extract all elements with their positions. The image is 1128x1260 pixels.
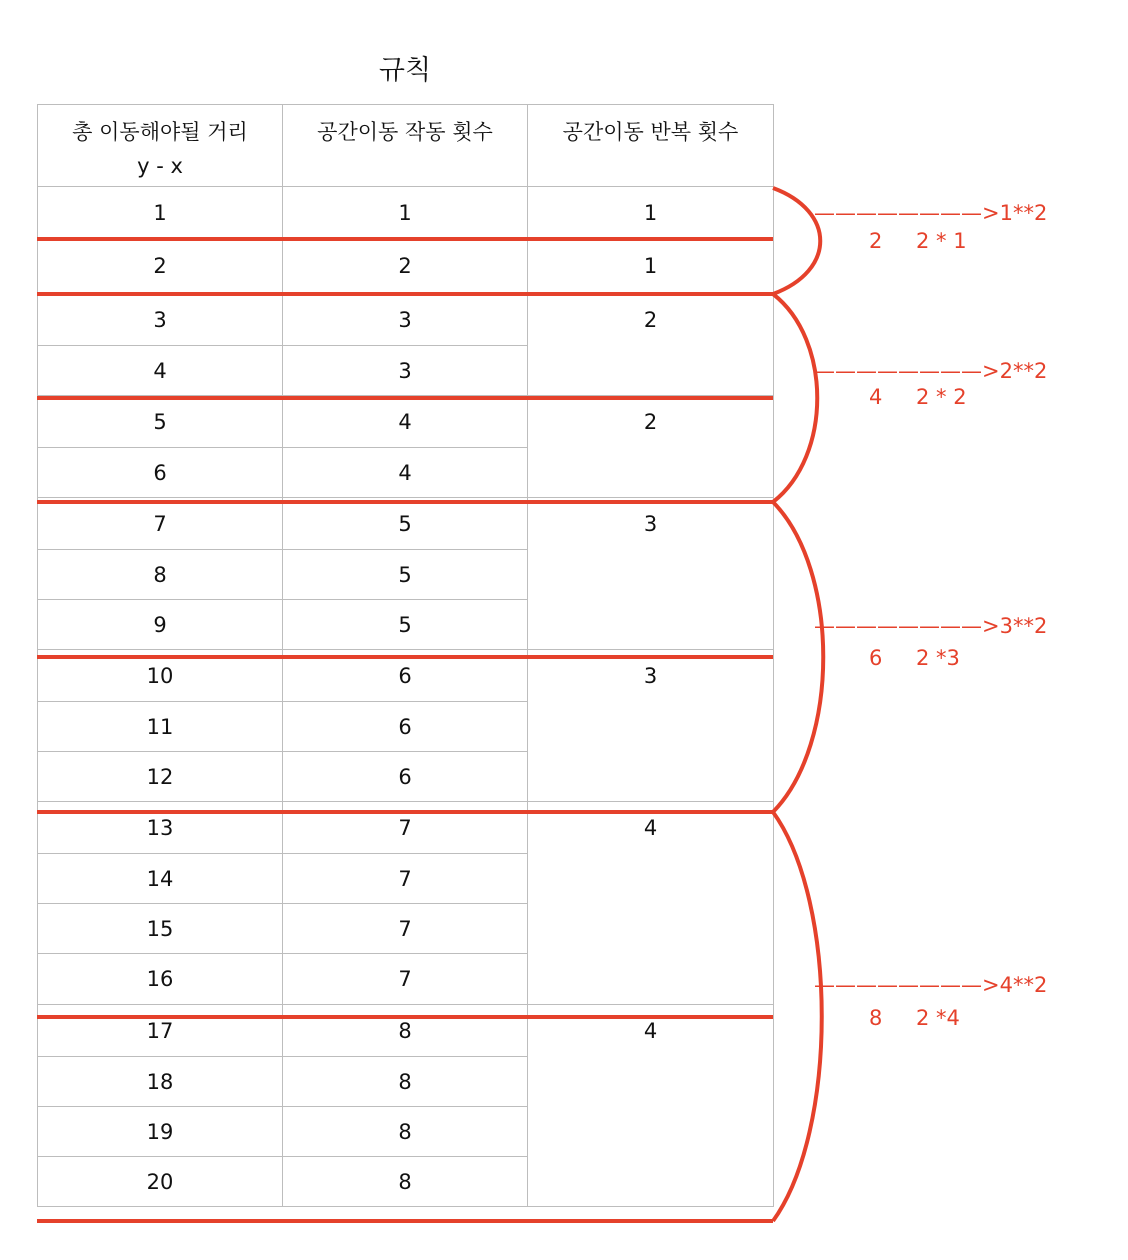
moves-cell: 7 bbox=[283, 854, 528, 904]
annotation-formula: 2 * 2 bbox=[916, 385, 967, 409]
header-repeat: 공간이동 반복 횟수 bbox=[528, 105, 774, 187]
annotation-formula: 2 * 1 bbox=[916, 229, 967, 253]
moves-cell: 8 bbox=[283, 1107, 528, 1157]
moves-cell: 4 bbox=[283, 448, 528, 498]
distance-cell: 4 bbox=[38, 346, 283, 396]
distance-cell: 19 bbox=[38, 1107, 283, 1157]
group-bracket bbox=[773, 294, 817, 502]
distance-cell: 20 bbox=[38, 1157, 283, 1207]
annotation-count: 8 bbox=[869, 1006, 883, 1030]
distance-cell: 12 bbox=[38, 752, 283, 802]
annotation-formula: 2 *3 bbox=[916, 646, 960, 670]
distance-cell: 9 bbox=[38, 600, 283, 650]
repeat-cell: 1 bbox=[528, 239, 774, 294]
moves-cell: 7 bbox=[283, 954, 528, 1005]
header-distance-label: 총 이동해야될 거리 bbox=[72, 120, 248, 144]
moves-cell: 8 bbox=[283, 1057, 528, 1107]
header-moves: 공간이동 작동 횟수 bbox=[283, 105, 528, 187]
page-title: 규칙 bbox=[378, 55, 432, 86]
moves-cell: 1 bbox=[283, 187, 528, 239]
distance-cell: 18 bbox=[38, 1057, 283, 1107]
moves-cell: 5 bbox=[283, 550, 528, 600]
moves-cell: 6 bbox=[283, 752, 528, 802]
distance-cell: 17 bbox=[38, 1005, 283, 1057]
distance-cell: 6 bbox=[38, 448, 283, 498]
repeat-cell: 3 bbox=[528, 650, 774, 802]
annotation-arrow: ————————>1**2 bbox=[814, 201, 1048, 225]
annotation-arrow: ————————>2**2 bbox=[814, 359, 1048, 383]
repeat-cell: 4 bbox=[528, 1005, 774, 1207]
annotation-count: 2 bbox=[869, 229, 883, 253]
moves-cell: 3 bbox=[283, 294, 528, 346]
annotation-formula: 2 *4 bbox=[916, 1006, 960, 1030]
repeat-cell: 3 bbox=[528, 498, 774, 650]
repeat-cell: 2 bbox=[528, 294, 774, 396]
moves-cell: 5 bbox=[283, 498, 528, 550]
moves-cell: 4 bbox=[283, 396, 528, 448]
annotation-count: 6 bbox=[869, 646, 883, 670]
moves-cell: 6 bbox=[283, 702, 528, 752]
distance-cell: 14 bbox=[38, 854, 283, 904]
moves-cell: 5 bbox=[283, 600, 528, 650]
distance-cell: 1 bbox=[38, 187, 283, 239]
distance-cell: 3 bbox=[38, 294, 283, 346]
distance-cell: 11 bbox=[38, 702, 283, 752]
annotation-arrow: ————————>3**2 bbox=[814, 614, 1048, 638]
repeat-cell: 2 bbox=[528, 396, 774, 498]
moves-cell: 3 bbox=[283, 346, 528, 396]
annotation-arrow: ————————>4**2 bbox=[814, 973, 1048, 997]
group-bracket bbox=[773, 502, 823, 812]
distance-cell: 13 bbox=[38, 802, 283, 854]
moves-cell: 8 bbox=[283, 1005, 528, 1057]
moves-cell: 7 bbox=[283, 904, 528, 954]
distance-cell: 5 bbox=[38, 396, 283, 448]
distance-cell: 16 bbox=[38, 954, 283, 1005]
group-bracket bbox=[773, 812, 822, 1221]
repeat-cell: 4 bbox=[528, 802, 774, 1005]
header-distance-sub: y - x bbox=[137, 154, 183, 178]
moves-cell: 2 bbox=[283, 239, 528, 294]
distance-cell: 7 bbox=[38, 498, 283, 550]
distance-cell: 15 bbox=[38, 904, 283, 954]
distance-cell: 2 bbox=[38, 239, 283, 294]
distance-cell: 10 bbox=[38, 650, 283, 702]
moves-cell: 8 bbox=[283, 1157, 528, 1207]
moves-cell: 6 bbox=[283, 650, 528, 702]
moves-cell: 7 bbox=[283, 802, 528, 854]
repeat-cell: 1 bbox=[528, 187, 774, 239]
annotation-count: 4 bbox=[869, 385, 883, 409]
distance-cell: 8 bbox=[38, 550, 283, 600]
